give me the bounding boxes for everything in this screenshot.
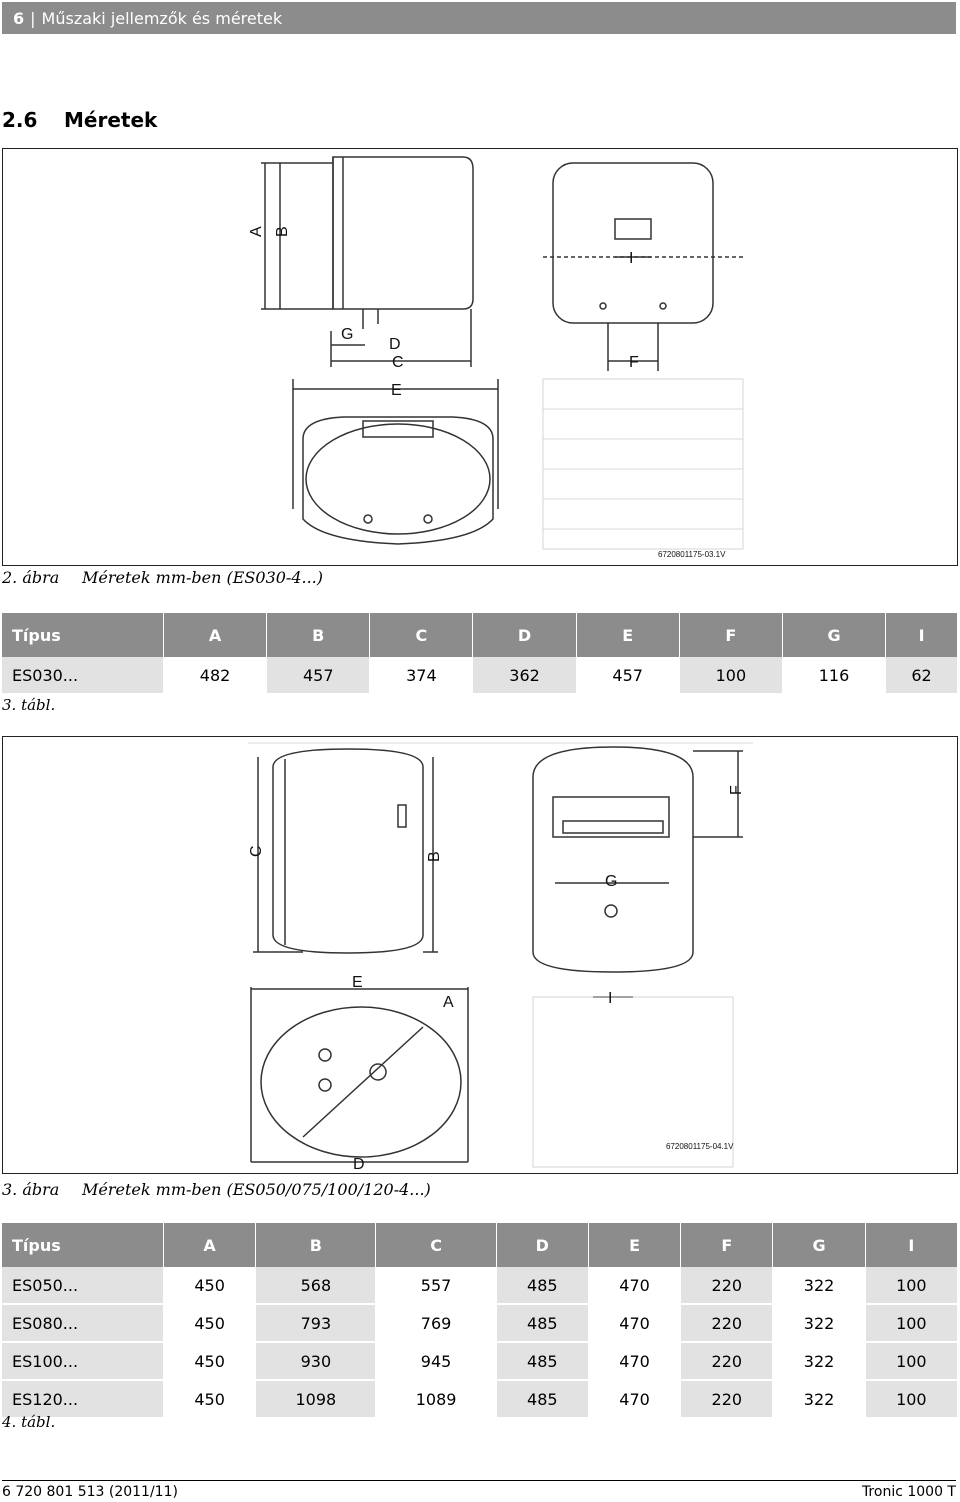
fig2-label-B: B — [426, 851, 443, 862]
footer-divider — [2, 1480, 956, 1481]
table-cell: 568 — [256, 1267, 376, 1304]
table-cell: 450 — [164, 1342, 256, 1380]
table-3-header: D — [473, 613, 576, 657]
table-cell: 793 — [256, 1304, 376, 1342]
fig1-label-C: C — [392, 354, 404, 371]
figure-2-caption-label: 3. ábra — [2, 1180, 60, 1199]
table-row — [2, 1342, 958, 1380]
table-cell: 220 — [681, 1267, 773, 1304]
fig1-label-I: I — [629, 250, 634, 267]
fig1-label-F: F — [629, 354, 639, 371]
figure-2-caption — [2, 1180, 431, 1199]
table-cell: 100 — [679, 657, 782, 694]
table-3-header-row — [2, 613, 958, 657]
table-cell: 470 — [588, 1267, 680, 1304]
section-heading — [2, 108, 157, 132]
table-4-header: I — [865, 1223, 957, 1267]
table-cell: ES120... — [2, 1380, 164, 1418]
section-number: 2.6 — [2, 108, 38, 132]
table-cell: 450 — [164, 1304, 256, 1342]
table-cell: 220 — [681, 1342, 773, 1380]
table-cell: 116 — [782, 657, 885, 694]
table-cell: 930 — [256, 1342, 376, 1380]
table-4-header: D — [496, 1223, 588, 1267]
table-cell: 322 — [773, 1304, 865, 1342]
table-cell: 470 — [588, 1342, 680, 1380]
table-3-header: A — [164, 613, 267, 657]
table-4-header: C — [376, 1223, 496, 1267]
footer-product-name: Tronic 1000 T — [861, 1484, 956, 1500]
table-3-header: B — [267, 613, 370, 657]
table-4-header: G — [773, 1223, 865, 1267]
table-row — [2, 657, 958, 694]
table-cell: ES100... — [2, 1342, 164, 1380]
table-3-caption: 3. tábl. — [2, 696, 56, 714]
table-cell: 457 — [267, 657, 370, 694]
fig1-label-E: E — [391, 382, 402, 399]
table-4 — [2, 1223, 958, 1419]
page-header — [2, 2, 956, 34]
figure-1-drawing — [3, 149, 957, 565]
table-4-header: B — [256, 1223, 376, 1267]
table-3-header: G — [782, 613, 885, 657]
table-cell: 374 — [370, 657, 473, 694]
table-row — [2, 1380, 958, 1418]
table-row — [2, 1304, 958, 1342]
table-cell: ES050... — [2, 1267, 164, 1304]
table-cell: 557 — [376, 1267, 496, 1304]
fig2-label-D: D — [353, 1156, 365, 1173]
table-cell: ES080... — [2, 1304, 164, 1342]
table-cell: 769 — [376, 1304, 496, 1342]
table-cell: 485 — [496, 1380, 588, 1418]
fig2-label-G: G — [605, 873, 618, 890]
table-4-header: Típus — [2, 1223, 164, 1267]
figure-2-caption-text: Méretek mm-ben (ES050/075/100/120-4...) — [82, 1180, 431, 1199]
figure-2 — [2, 736, 958, 1174]
fig2-label-C: C — [248, 845, 265, 857]
fig2-label-F: F — [728, 785, 745, 795]
table-3 — [2, 613, 958, 695]
table-4-header: E — [588, 1223, 680, 1267]
table-cell: 470 — [588, 1304, 680, 1342]
table-cell: 322 — [773, 1342, 865, 1380]
table-3-header: Típus — [2, 613, 164, 657]
table-cell: 100 — [865, 1380, 957, 1418]
table-cell: 322 — [773, 1380, 865, 1418]
table-cell: 457 — [576, 657, 679, 694]
table-cell: 322 — [773, 1267, 865, 1304]
table-4-header-row — [2, 1223, 958, 1267]
table-cell: 100 — [865, 1304, 957, 1342]
fig2-label-E: E — [352, 974, 363, 991]
fig2-code: 6720801175-04.1V — [666, 1142, 734, 1151]
table-3-header: I — [886, 613, 958, 657]
table-cell: 485 — [496, 1342, 588, 1380]
table-cell: ES030... — [2, 657, 164, 694]
fig2-label-I: I — [608, 990, 613, 1007]
table-cell: 220 — [681, 1304, 773, 1342]
table-row — [2, 1267, 958, 1304]
table-cell: 1098 — [256, 1380, 376, 1418]
table-4-header: F — [681, 1223, 773, 1267]
table-cell: 62 — [886, 657, 958, 694]
header-separator: | — [30, 8, 36, 28]
table-cell: 945 — [376, 1342, 496, 1380]
page-number: 6 — [13, 8, 25, 28]
table-cell: 362 — [473, 657, 576, 694]
table-cell: 482 — [164, 657, 267, 694]
fig1-code: 6720801175-03.1V — [658, 550, 726, 559]
table-cell: 220 — [681, 1380, 773, 1418]
table-cell: 450 — [164, 1380, 256, 1418]
table-cell: 450 — [164, 1267, 256, 1304]
figure-1-caption — [2, 568, 323, 587]
table-cell: 100 — [865, 1267, 957, 1304]
table-cell: 470 — [588, 1380, 680, 1418]
table-4-caption: 4. tábl. — [2, 1413, 56, 1431]
table-cell: 485 — [496, 1304, 588, 1342]
footer-doc-number: 6 720 801 513 (2011/11) — [2, 1484, 178, 1500]
figure-2-drawing — [3, 737, 957, 1173]
fig1-label-A: A — [248, 226, 265, 237]
table-4-header: A — [164, 1223, 256, 1267]
table-cell: 485 — [496, 1267, 588, 1304]
table-3-header: C — [370, 613, 473, 657]
fig2-label-A: A — [443, 994, 454, 1011]
figure-1-caption-label: 2. ábra — [2, 568, 60, 587]
fig1-label-B: B — [274, 226, 291, 237]
header-title: Műszaki jellemzők és méretek — [41, 8, 283, 28]
table-cell: 100 — [865, 1342, 957, 1380]
figure-1-caption-text: Méretek mm-ben (ES030-4...) — [82, 568, 324, 587]
figure-1 — [2, 148, 958, 566]
table-3-header: F — [679, 613, 782, 657]
fig1-label-D: D — [389, 336, 401, 353]
fig1-label-G: G — [341, 326, 354, 343]
table-3-header: E — [576, 613, 679, 657]
table-cell: 1089 — [376, 1380, 496, 1418]
section-title: Méretek — [64, 108, 158, 132]
